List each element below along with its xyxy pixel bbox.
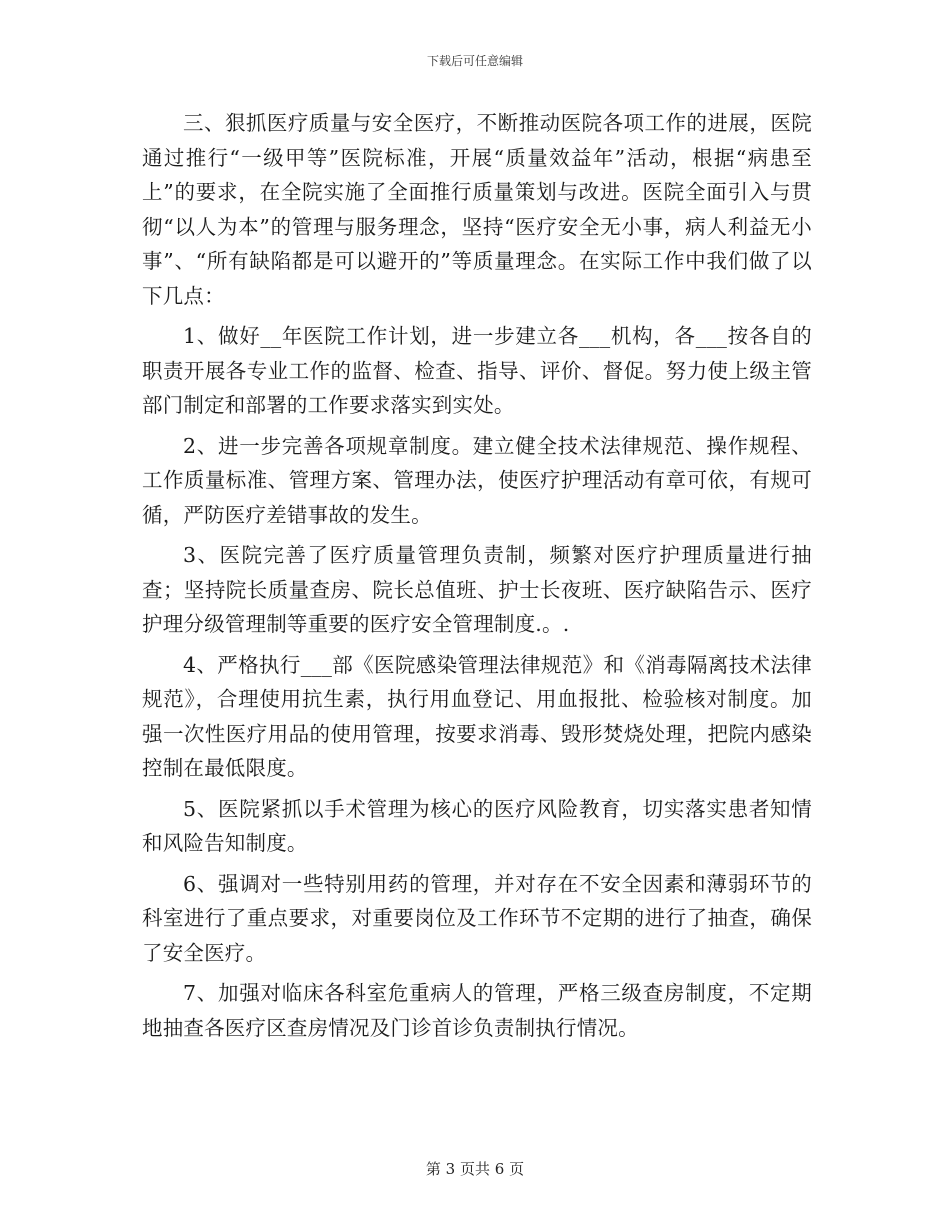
paragraph-item-6: 6、强调对一些特别用药的管理，并对存在不安全因素和薄弱环节的科室进行了重点要求，对重要岗位及工作环节不定期的进行了抽查，确保了安全医疗。 [142,871,812,965]
paragraph-item-7: 7、加强对临床各科室危重病人的管理，严格三级查房制度，不定期地抽查各医疗区查房情况及门诊首诊负责制执行情况。 [142,981,812,1040]
page-number-footer: 第 3 页共 6 页 [425,1160,525,1178]
paragraph-item-5: 5、医院紧抓以手术管理为核心的医疗风险教育，切实落实患者知情和风险告知制度。 [142,796,812,855]
page-header: 下载后可任意编辑 [426,54,523,68]
paragraph-item-2: 2、进一步完善各项规章制度。建立健全技术法律规范、操作规程、工作质量标准、管理方案、管理办法，使医疗护理活动有章可依，有规可循，严防医疗差错事故的发生。 [142,433,812,527]
paragraph-item-4: 4、严格执行___部《医院感染管理法律规范》和《消毒隔离技术法律规范》，合理使用抗生素，执行用血登记、用血报批、检验核对制度。加强一次性医疗用品的使用管理，按要求消毒、毁形焚烧处理，把院内感染控制在最低限度。 [142,652,812,780]
paragraph-section-3: 三、狠抓医疗质量与安全医疗，不断推动医院各项工作的进展，医院通过推行“一级甲等”医院标准，开展“质量效益年”活动，根据“病患至上”的要求，在全院实施了全面推行质量策划与改进。医院全面引入与贯彻“以人为本”的管理与服务理念，坚持“医疗安全无小事，病人利益无小事”、“所有缺陷都是可以避开的”等质量理念。在实际工作中我们做了以下几点： [142,111,812,308]
document-body [142,106,812,1051]
paragraph-item-1: 1、做好__年医院工作计划，进一步建立各___机构，各___按各自的职责开展各专业工作的监督、检查、指导、评价、督促。努力使上级主管部门制定和部署的工作要求落实到实处。 [142,324,812,417]
paragraph-item-3: 3、医院完善了医疗质量管理负责制，频繁对医疗护理质量进行抽查；坚持院长质量查房、院长总值班、护士长夜班、医疗缺陷告示、医疗护理分级管理制等重要的医疗安全管理制度.。. [142,543,812,636]
